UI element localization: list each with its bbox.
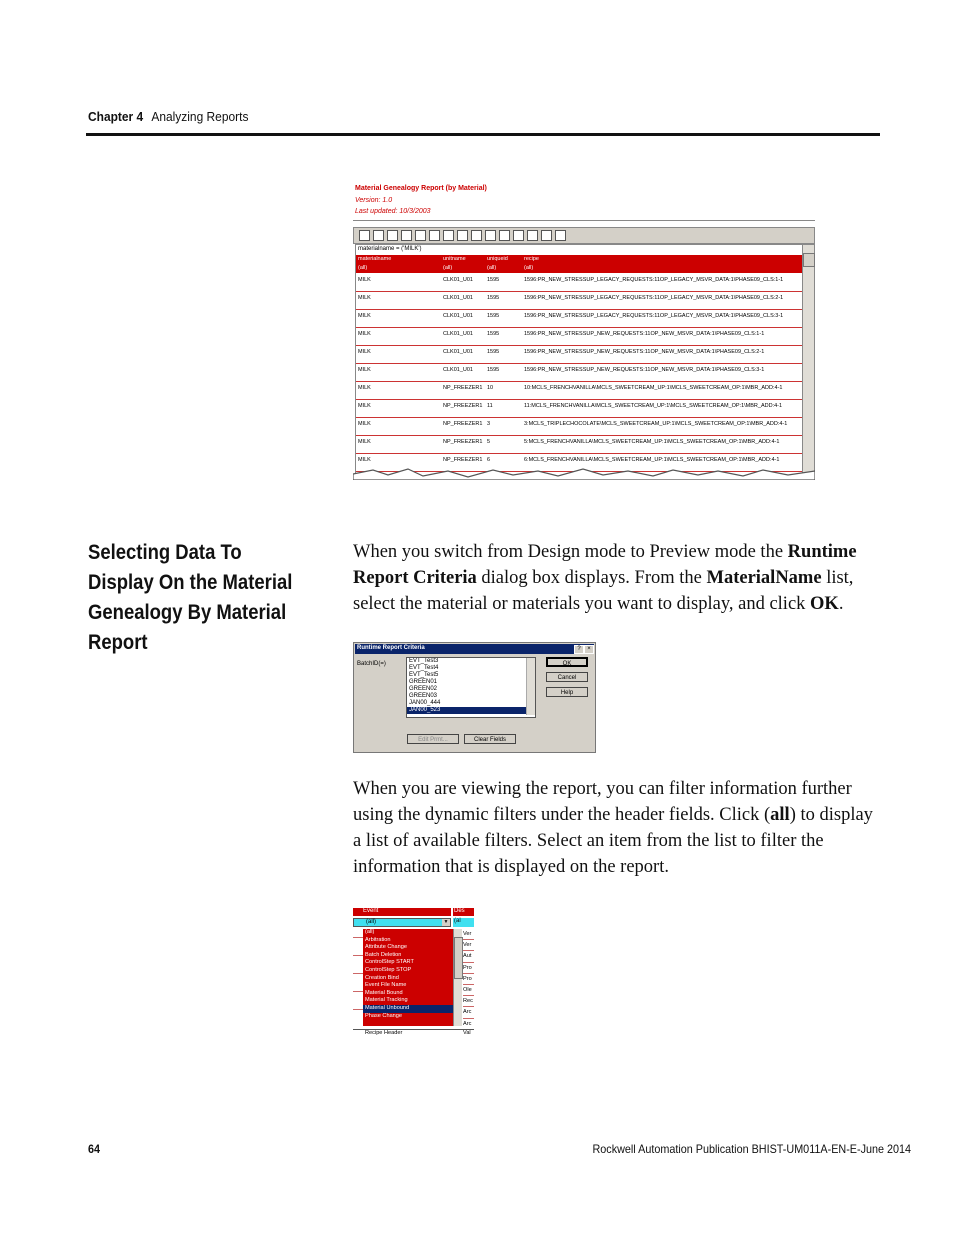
row-line <box>353 991 363 992</box>
list-item: Ver <box>463 929 474 940</box>
column-filter[interactable]: (all) <box>524 265 534 271</box>
table-cell: 6:MCLS_FRENCHVANILLA\MCLS_SWEETCREAM_UP:1\MCLS_SWEETCREAM_OP:1\MBR_ADD:4-1 <box>524 457 780 463</box>
text-run: When you switch from Design mode to Preview mode the <box>353 542 788 562</box>
column-header: recipe <box>524 256 539 262</box>
list-item[interactable]: Batch Deletion <box>365 951 402 958</box>
table-cell: 1595 <box>487 349 500 355</box>
list-item[interactable]: GREEN01 <box>409 679 438 685</box>
table-cell: 1596:PR_NEW_STRESSUP_LEGACY_REQUESTS:11OP_LEGACY_MSVR_DATA:1\PHASE09_CLS:3-1 <box>524 313 784 319</box>
column-filter[interactable]: (all) <box>487 265 497 271</box>
bold-term: all <box>770 805 790 825</box>
table-cell: 11:MCLS_FRENCHVANILLA\MCLS_SWEETCREAM_UP:1\MCLS_SWEETCREAM_OP:1\MBR_ADD:4-1 <box>524 403 783 409</box>
chapter-label: Chapter 4 <box>88 109 144 124</box>
section-title: Selecting Data To Display On the Material Genealogy By Material Report <box>88 541 293 654</box>
table-row <box>356 309 803 328</box>
table-cell: MILK <box>358 439 371 445</box>
table-cell: CLK01_U01 <box>443 313 473 319</box>
event-column-header <box>353 908 451 916</box>
list-item[interactable]: EVT_Test5 <box>409 672 439 678</box>
text-run: . <box>838 594 844 614</box>
table-cell: 1595 <box>487 277 500 283</box>
table-row <box>356 417 803 436</box>
table-row <box>356 327 803 346</box>
toolbar-icon[interactable] <box>443 230 454 241</box>
report-divider <box>353 220 815 221</box>
table-cell: 10:MCLS_FRENCHVANILLA\MCLS_SWEETCREAM_UP:1\MCLS_SWEETCREAM_OP:1\MBR_ADD:4-1 <box>524 385 783 391</box>
table-cell: CLK01_U01 <box>443 367 473 373</box>
list-item[interactable]: Creation Bind <box>365 974 399 981</box>
header-rule <box>86 133 880 136</box>
table-cell: MILK <box>358 331 371 337</box>
description-column-values <box>463 929 474 1026</box>
table-row <box>356 363 803 382</box>
help-icon[interactable]: ? <box>574 645 584 654</box>
table-cell: 1595 <box>487 295 500 301</box>
list-item[interactable]: GREEN03 <box>409 693 438 699</box>
report-grid <box>355 244 804 480</box>
report-preview-screenshot <box>353 180 815 480</box>
row-line <box>353 937 363 938</box>
filter-label: materialname = ('MILK') <box>358 246 422 252</box>
toolbar-icon[interactable] <box>373 230 384 241</box>
text-run: list, select the material or materials you want to display, and click <box>353 568 854 614</box>
table-cell: 11 <box>487 403 493 409</box>
table-row <box>356 345 803 364</box>
scrollbar-thumb[interactable] <box>803 253 815 267</box>
table-row <box>356 399 803 418</box>
text-run: When you are viewing the report, you can filter information further using the dynamic filters under the header fields. Click ( <box>353 779 852 825</box>
running-header <box>88 109 248 124</box>
publication-id: Rockwell Automation Publication BHIST-UM011A-EN-E-June 2014 <box>592 1142 912 1156</box>
table-cell: 1595 <box>487 313 500 319</box>
list-item[interactable]: EVT_Test3 <box>409 658 439 664</box>
text-run: dialog box displays. From the <box>476 568 707 588</box>
toolbar-icon[interactable] <box>485 230 496 241</box>
filter-options-list[interactable] <box>363 929 453 1026</box>
row-value: Val <box>463 1030 471 1036</box>
table-cell: MILK <box>358 457 371 463</box>
list-item[interactable]: EVT_Test4 <box>409 665 439 671</box>
listbox-scrollbar[interactable] <box>526 658 535 715</box>
table-cell: MILK <box>358 313 371 319</box>
dialog-title: Runtime Report Criteria <box>357 645 425 651</box>
table-cell: MILK <box>358 295 371 301</box>
event-filter-combobox[interactable] <box>353 918 451 927</box>
toolbar-icon[interactable] <box>527 230 538 241</box>
toolbar-icon[interactable] <box>471 230 482 241</box>
table-row <box>356 291 803 310</box>
ok-button[interactable]: OK <box>546 657 588 667</box>
paragraph-runtime-criteria <box>353 539 883 617</box>
table-cell: MILK <box>358 277 371 283</box>
list-item[interactable]: Material Tracking <box>365 997 408 1004</box>
row-line <box>353 955 363 956</box>
report-version: Version: 1.0 <box>355 197 393 204</box>
clear-fields-button[interactable]: Clear Fields <box>464 734 516 744</box>
table-cell: CLK01_U01 <box>443 295 473 301</box>
list-item[interactable]: ControlStep START <box>365 959 414 966</box>
help-button[interactable]: Help <box>546 687 588 697</box>
table-cell: 1596:PR_NEW_STRESSUP_NEW_REQUESTS:11OP_NEW_MSVR_DATA:1\PHASE09_CLS:2-1 <box>524 349 765 355</box>
desc-filter-combobox[interactable] <box>453 918 474 927</box>
list-item[interactable]: Event File Name <box>365 982 407 989</box>
list-item[interactable]: Arbitration <box>365 936 391 943</box>
edit-prompt-button[interactable]: Edit Prmt... <box>407 734 459 744</box>
row-value: Recipe Header <box>365 1030 403 1036</box>
toolbar-icon[interactable] <box>513 230 524 241</box>
table-cell: NP_FREEZER1 <box>443 439 483 445</box>
toolbar-icon[interactable] <box>401 230 412 241</box>
list-item: Arc <box>463 1019 474 1030</box>
table-cell: 5 <box>487 439 491 445</box>
column-header: uniqueid <box>487 256 508 262</box>
toolbar-icon[interactable] <box>387 230 398 241</box>
list-item[interactable]: JAN00_444 <box>409 700 441 706</box>
table-cell: 1596:PR_NEW_STRESSUP_NEW_REQUESTS:11OP_NEW_MSVR_DATA:1\PHASE09_CLS:3-1 <box>524 367 765 373</box>
list-item[interactable]: (all) <box>365 929 375 935</box>
list-item: Arc <box>463 1007 474 1018</box>
toolbar-icon[interactable] <box>429 230 440 241</box>
list-item: Aut <box>463 951 474 962</box>
table-cell: MILK <box>358 403 371 409</box>
page-number: 64 <box>88 1142 101 1156</box>
list-item: Pro <box>463 974 474 985</box>
header-label: Event <box>363 908 379 914</box>
table-row <box>356 273 803 292</box>
list-item[interactable]: Material Unbound <box>363 1005 453 1013</box>
chevron-down-icon[interactable]: ▼ <box>443 919 449 925</box>
table-cell: MILK <box>358 349 371 355</box>
table-cell: 1596:PR_NEW_STRESSUP_NEW_REQUESTS:11OP_NEW_MSVR_DATA:1\PHASE09_CLS:1-1 <box>524 331 765 337</box>
desc-column-header <box>453 908 474 916</box>
close-icon[interactable]: × <box>584 645 594 654</box>
table-cell: NP_FREEZER1 <box>443 457 483 463</box>
list-item: Rec <box>463 996 474 1007</box>
table-cell: 1595 <box>487 331 500 337</box>
table-cell: CLK01_U01 <box>443 277 473 283</box>
bold-term: MaterialName <box>706 568 822 588</box>
toolbar-icon[interactable] <box>555 230 566 241</box>
table-row <box>356 435 803 454</box>
toolbar-icon[interactable] <box>541 230 552 241</box>
header-label: Des <box>454 908 465 914</box>
row-line <box>353 1009 363 1010</box>
cancel-button[interactable]: Cancel <box>546 672 588 682</box>
column-header: materialname <box>358 256 392 262</box>
table-cell: 3 <box>487 421 491 427</box>
dropdown-bottom-row <box>353 1029 474 1043</box>
list-item[interactable]: GREEN02 <box>409 686 438 692</box>
options-scrollbar[interactable] <box>453 929 462 1026</box>
column-header: unitname <box>443 256 466 262</box>
batchid-listbox[interactable] <box>406 657 536 718</box>
table-cell: MILK <box>358 385 371 391</box>
list-item: Ole <box>463 985 474 996</box>
table-row <box>356 381 803 400</box>
report-scrollbar[interactable] <box>802 244 815 480</box>
list-item: Pro <box>463 963 474 974</box>
batchid-label: BatchID(=) <box>357 661 386 667</box>
table-cell: CLK01_U01 <box>443 349 473 355</box>
bold-term: Runtime Report Criteria <box>353 542 857 588</box>
runtime-report-criteria-dialog <box>353 642 596 753</box>
report-title: Material Genealogy Report (by Material) <box>355 185 487 192</box>
toolbar-icon[interactable] <box>359 230 370 241</box>
report-header-band <box>356 255 803 273</box>
report-toolbar <box>353 227 815 244</box>
report-last-updated: Last updated: 10/3/2003 <box>355 208 431 215</box>
list-item[interactable]: JAN00_523 <box>407 707 535 714</box>
toolbar-icon[interactable] <box>499 230 510 241</box>
list-item[interactable]: ControlStep STOP <box>365 966 412 973</box>
bold-term: OK <box>810 594 839 614</box>
table-cell: MILK <box>358 367 371 373</box>
table-cell: NP_FREEZER1 <box>443 421 483 427</box>
dialog-title-bar <box>355 644 594 654</box>
table-cell: 6 <box>487 457 491 463</box>
combobox-value: (al <box>454 918 461 924</box>
list-item[interactable]: Phase Change <box>365 1012 403 1019</box>
paragraph-dynamic-filters <box>353 776 883 880</box>
list-item[interactable]: Attribute Change <box>365 944 407 951</box>
toolbar-icon[interactable] <box>415 230 426 241</box>
table-cell: 10 <box>487 385 494 391</box>
table-cell: MILK <box>358 421 371 427</box>
torn-edge <box>353 466 815 480</box>
list-item[interactable]: Material Bound <box>365 989 403 996</box>
table-cell: 1596:PR_NEW_STRESSUP_LEGACY_REQUESTS:11OP_LEGACY_MSVR_DATA:1\PHASE09_CLS:2-1 <box>524 295 784 301</box>
text-run: ) to display a list of available filters. Select an item from the list to filter the information that is displayed on the report. <box>353 805 873 877</box>
chapter-title: Analyzing Reports <box>151 109 249 124</box>
table-cell: 1595 <box>487 367 500 373</box>
row-line <box>353 973 363 974</box>
column-filter[interactable]: (all) <box>358 265 368 271</box>
toolbar-icon[interactable] <box>457 230 468 241</box>
table-cell: 3:MCLS_TRIPLECHOCOLATE\MCLS_SWEETCREAM_UP:1\MCLS_SWEETCREAM_OP:1\MBR_ADD:4-1 <box>524 421 788 427</box>
column-filter[interactable]: (all) <box>443 265 453 271</box>
table-cell: 5:MCLS_FRENCHVANILLA\MCLS_SWEETCREAM_UP:1\MCLS_SWEETCREAM_OP:1\MBR_ADD:4-1 <box>524 439 780 445</box>
scrollbar-thumb[interactable] <box>454 937 463 979</box>
table-cell: NP_FREEZER1 <box>443 385 483 391</box>
filter-dropdown-screenshot <box>353 907 474 1043</box>
table-cell: 1596:PR_NEW_STRESSUP_LEGACY_REQUESTS:11OP_LEGACY_MSVR_DATA:1\PHASE09_CLS:1-1 <box>524 277 784 283</box>
table-cell: CLK01_U01 <box>443 331 473 337</box>
list-item: Ver <box>463 940 474 951</box>
table-cell: NP_FREEZER1 <box>443 403 483 409</box>
combobox-value: (all) <box>366 919 376 925</box>
